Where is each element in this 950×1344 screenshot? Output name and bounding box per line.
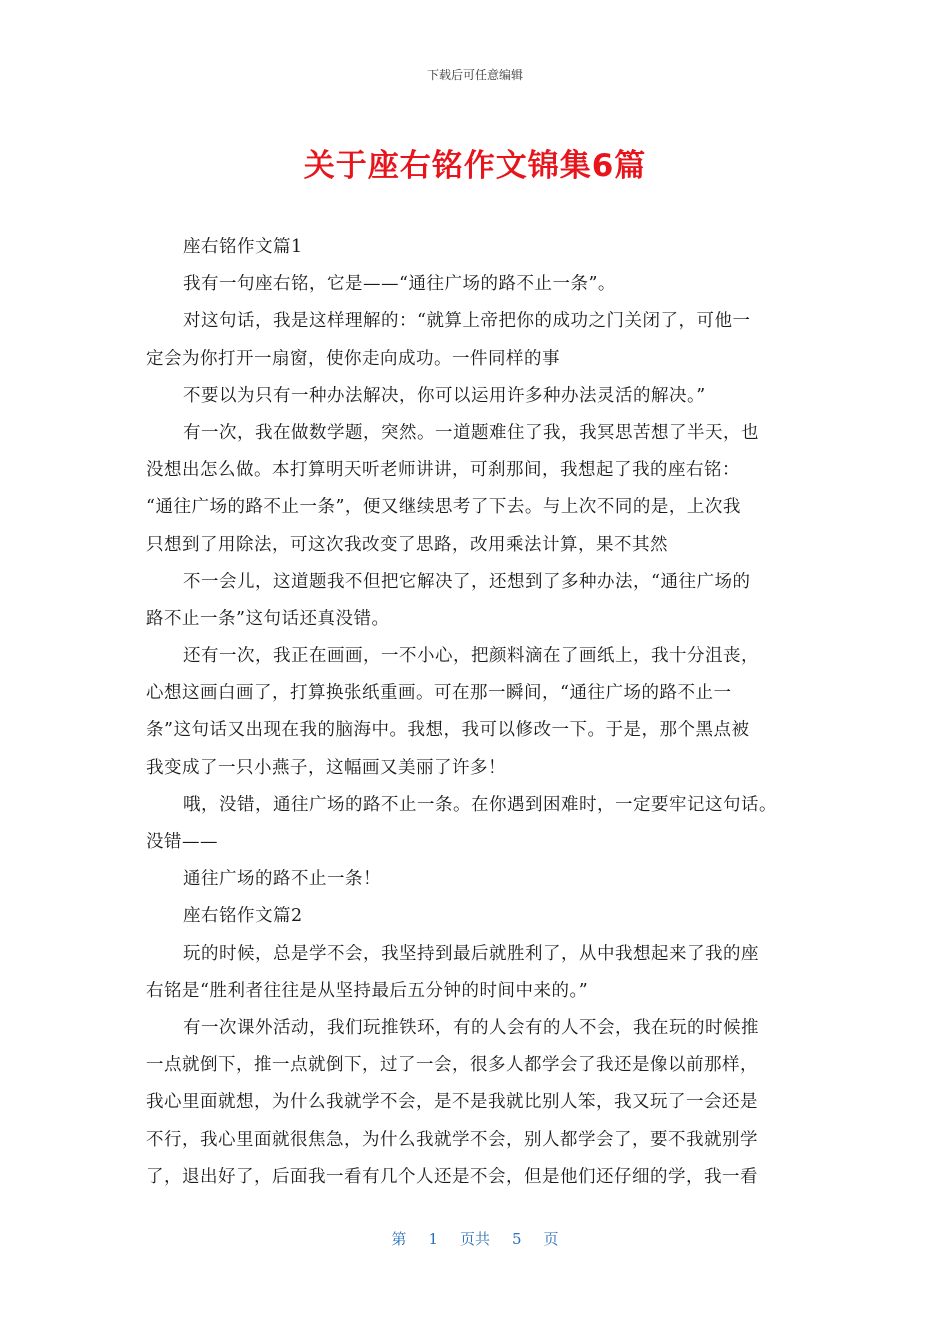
text-line: 右铭是“胜利者往往是从坚持最后五分钟的时间中来的。” xyxy=(146,980,589,1001)
text-line: 一点就倒下，推一点就倒下，过了一会，很多人都学会了我还是像以前那样， xyxy=(146,1055,758,1076)
text-line: 座右铭作文篇2 xyxy=(183,906,303,927)
text-line: 不一会儿，这道题我不但把它解决了，还想到了多种办法，“通往广场的 xyxy=(183,571,751,592)
text-line: 玩的时候，总是学不会，我坚持到最后就胜利了，从中我想起来了我的座 xyxy=(183,943,759,964)
text-line: 我心里面就想，为什么我就学不会，是不是我就比别人笨，我又玩了一会还是 xyxy=(146,1092,758,1113)
text-line: 只想到了用除法，可这次我改变了思路，改用乘法计算，果不其然 xyxy=(146,534,668,555)
text-line: 不行，我心里面就很焦急，为什么我就学不会，别人都学会了，要不我就别学 xyxy=(146,1129,758,1150)
text-line: 通往广场的路不止一条！ xyxy=(183,869,381,890)
document-body xyxy=(146,229,806,1196)
footer-page-number: 1 xyxy=(428,1230,438,1248)
text-line: 没错—— xyxy=(146,832,218,852)
text-line: 定会为你打开一扇窗，使你走向成功。一件同样的事 xyxy=(146,348,560,369)
text-line: 没想出怎么做。本打算明天听老师讲讲，可刹那间，我想起了我的座右铭： xyxy=(146,460,740,481)
text-line: 了，退出好了，后面我一看有几个人还是不会，但是他们还仔细的学，我一看 xyxy=(146,1166,758,1187)
text-line: 座右铭作文篇1 xyxy=(183,237,303,257)
header-note: 下载后可任意编辑 xyxy=(426,68,523,82)
text-line: 哦，没错，通往广场的路不止一条。在你遇到困难时，一定要牢记这句话。 xyxy=(183,794,777,815)
footer-prefix: 第 xyxy=(391,1230,407,1248)
page-footer xyxy=(0,1228,950,1249)
footer-suffix: 页 xyxy=(543,1230,559,1248)
footer-middle: 页共 xyxy=(459,1230,490,1248)
text-line: 有一次课外活动，我们玩推铁环，有的人会有的人不会，我在玩的时候推 xyxy=(183,1017,759,1038)
text-line: 对这句话，我是这样理解的：“就算上帝把你的成功之门关闭了，可他一 xyxy=(183,311,751,332)
text-line: 不要以为只有一种办法解决，你可以运用许多种办法灵活的解决。” xyxy=(183,385,706,406)
text-line: 心想这画白画了，打算换张纸重画。可在那一瞬间，“通往广场的路不止一 xyxy=(146,683,732,704)
document-title: 关于座右铭作文锦集6篇 xyxy=(303,148,647,184)
footer-total-pages: 5 xyxy=(512,1230,522,1248)
text-line: 我变成了一只小燕子，这幅画又美丽了许多！ xyxy=(146,757,506,778)
text-line: 我有一句座右铭，它是——“通往广场的路不止一条”。 xyxy=(183,274,616,295)
text-line: “通往广场的路不止一条”，便又继续思考了下去。与上次不同的是，上次我 xyxy=(146,497,741,518)
text-line: 有一次，我在做数学题，突然。一道题难住了我，我冥思苦想了半天，也 xyxy=(183,422,759,443)
text-line: 条”这句话又出现在我的脑海中。我想，我可以修改一下。于是，那个黑点被 xyxy=(146,720,750,741)
text-line: 路不止一条”这句话还真没错。 xyxy=(146,608,390,629)
text-line: 还有一次，我正在画画，一不小心，把颜料滴在了画纸上，我十分沮丧， xyxy=(183,646,759,667)
